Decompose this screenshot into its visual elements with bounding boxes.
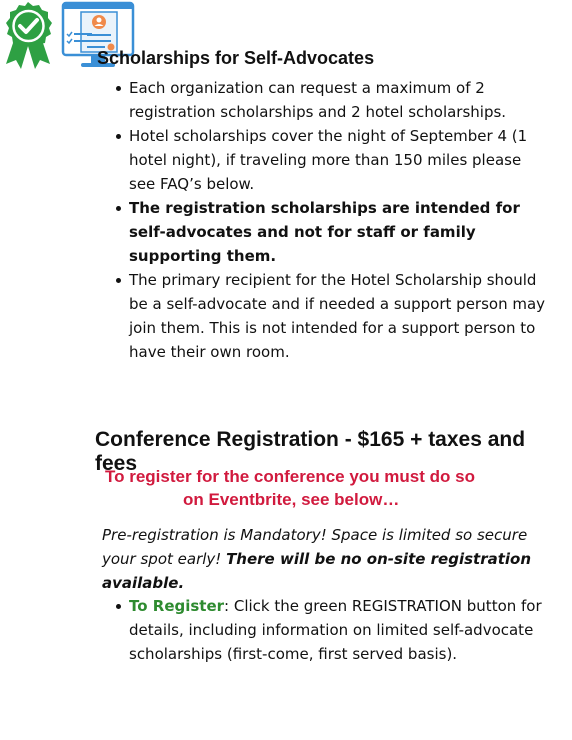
list-item: The registration scholarships are intended for self-advocates and not for staff or family supporting them. — [129, 196, 549, 268]
scholarships-heading: Scholarships for Self-Advocates — [97, 48, 375, 68]
eventbrite-notice-line-2: on Eventbrite, see below… — [183, 490, 400, 509]
to-register-text: : Click the green REGISTRATION button for details, including information on limited self-advocate scholarships (first-come, first served basis). — [129, 597, 542, 663]
list-item: Each organization can request a maximum of 2 registration scholarships and 2 hotel scholarships. — [129, 76, 549, 124]
preregistration-note — [102, 523, 532, 595]
to-register-label: To Register — [129, 597, 225, 615]
list-item: The primary recipient for the Hotel Scholarship should be a self-advocate and if needed a support person may join them. This is not intended for a support person to have their own room. — [129, 268, 549, 364]
registration-bullet-list — [129, 594, 549, 666]
list-item: Hotel scholarships cover the night of September 4 (1 hotel night), if traveling more than 150 miles please see FAQ’s below. — [129, 124, 549, 196]
preregistration-text: Pre-registration is Mandatory! Space is limited so secure your spot early! — [102, 526, 528, 568]
list-item — [129, 594, 549, 666]
no-onsite-warning: There will be no on-site registration available. — [102, 550, 532, 592]
scholarship-bullet-list — [129, 76, 549, 364]
eventbrite-notice-line-1: To register for the conference you must do so — [105, 467, 475, 486]
registration-heading: Conference Registration - $165 + taxes and fees — [95, 428, 526, 475]
award-check-badge-icon — [0, 0, 56, 70]
